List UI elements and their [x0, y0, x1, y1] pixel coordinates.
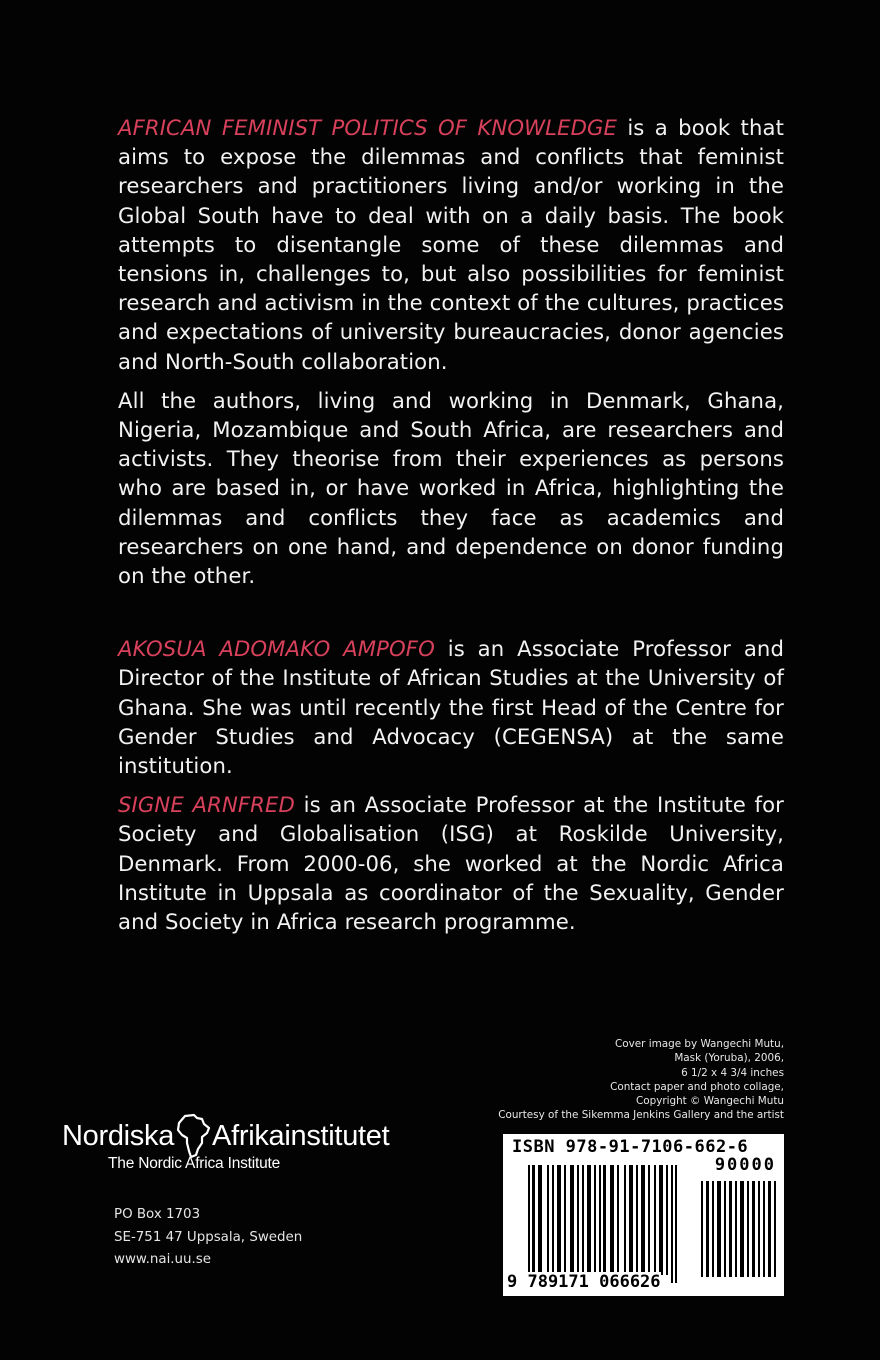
address-line-city: SE-751 47 Uppsala, Sweden — [114, 1229, 303, 1245]
publisher-website: www.nai.uu.se — [114, 1252, 211, 1267]
cover-image-credits — [498, 1037, 784, 1123]
address-line-po-box: PO Box 1703 — [114, 1207, 201, 1222]
credit-line: 6 1/2 x 4 3/4 inches — [681, 1066, 784, 1079]
credit-line: Cover image by Wangechi Mutu, — [615, 1038, 784, 1050]
credit-line: Copyright © Wangechi Mutu — [635, 1095, 784, 1108]
publisher-logo — [62, 1113, 422, 1173]
back-cover-text — [118, 113, 784, 946]
author-name-2: SIGNE ARNFRED — [118, 792, 295, 818]
credit-line: Courtesy of the Sikemma Jenkins Gallery and the artist — [498, 1109, 784, 1122]
credit-line: Mask (Yoruba), 2006, — [674, 1052, 784, 1065]
author-bio-text-1: is an Associate Professor and Director of the Institute of African Studies at the University of Ghana. She was until recently the first Head of the Centre for Gender Studies and Advocacy (CEGENSA) at the same institution. — [118, 636, 784, 779]
description-paragraph-2: All the authors, living and working in Denmark, Ghana, Nigeria, Mozambique and South Africa, are researchers and activists. They theorise from their experiences as persons who are based in, or have worked in Africa, highlighting the dilemmas and conflicts they face as academics and researchers on one hand, and dependence on donor funding on the other. — [118, 387, 784, 589]
publisher-subtitle: The Nordic Africa Institute — [108, 1155, 281, 1172]
price-code: 90000 — [714, 1155, 776, 1175]
description-text-1: is a book that aims to expose the dilemmas and conflicts that feminist researchers and practitioners living and/or working in the Global South have to deal with on a daily basis. The book attempts to disentangle some of these dilemmas and tensions in, challenges to, but also possibilities for feminist research and activism in the context of the cultures, practices and expectations of university bureaucracies, donor agencies and North-South collaboration. — [118, 115, 784, 374]
book-title: AFRICAN FEMINIST POLITICS OF KNOWLEDGE — [118, 115, 617, 140]
author-bio-1 — [118, 634, 784, 780]
ean-digits: 9 789171 066626 — [507, 1272, 661, 1292]
author-name-1: AKOSUA ADOMAKO AMPOFO — [118, 636, 435, 662]
credit-line: Contact paper and photo collage, — [610, 1080, 784, 1093]
isbn-barcode — [503, 1134, 784, 1296]
author-bio-2 — [118, 790, 784, 936]
publisher-name-left: Nordiska — [62, 1120, 175, 1152]
author-bio-text-2: is an Associate Professor at the Institute for Society and Globalisation (ISG) at Roskilde University, Denmark. From 2000-06, she worked at the Nordic Africa Institute in Uppsala as coordinator of the Sexuality, Gender and Society in Africa research programme. — [118, 792, 784, 935]
africa-outline-icon — [175, 1113, 211, 1159]
description-paragraph-1 — [118, 113, 784, 376]
publisher-name-right: Afrikainstitutet — [212, 1120, 390, 1152]
publisher-address — [114, 1204, 302, 1272]
isbn-number: ISBN 978-91-7106-662-6 — [512, 1137, 749, 1157]
